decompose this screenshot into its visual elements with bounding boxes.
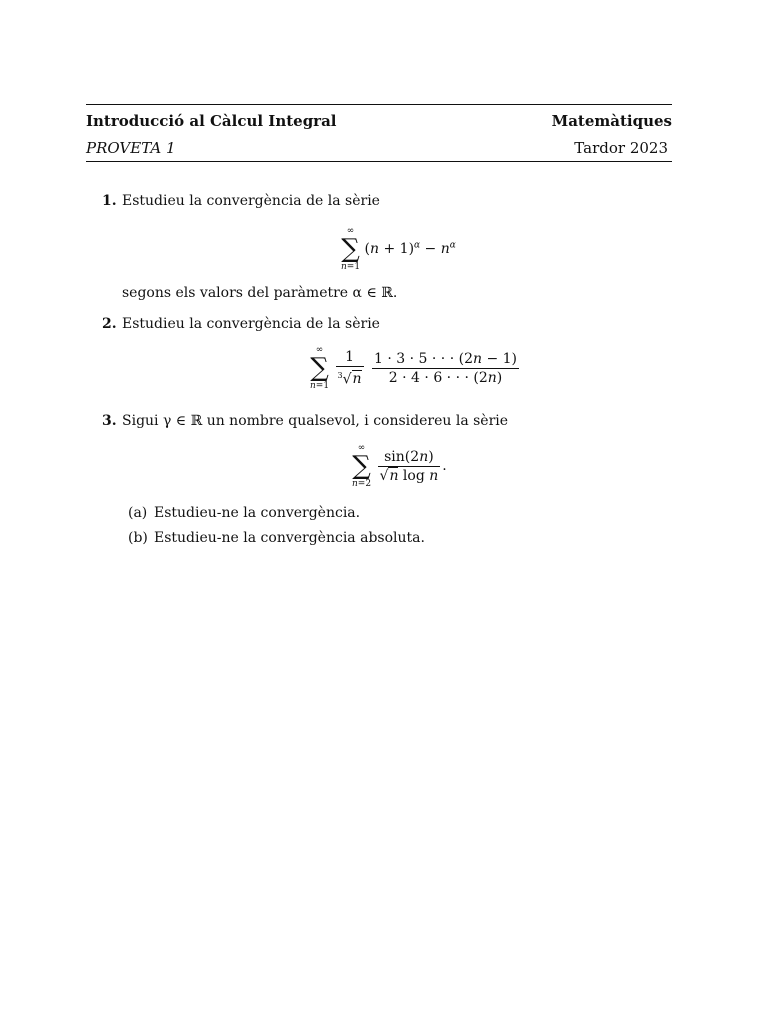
problem-2-formula <box>310 345 521 391</box>
problem-number: 2. <box>102 316 117 332</box>
problem-1-after-text: segons els valors del paràmetre α ∈ ℝ. <box>122 285 398 301</box>
summation: ∞ ∑ n=1 <box>310 345 330 391</box>
department-label: Matemàtiques <box>551 112 672 130</box>
part-label: (b) <box>128 530 148 546</box>
problem-1-formula: ∞ ∑ n=1 $(n + 1)^\alpha - n^\alpha$ <box>341 226 456 272</box>
problem-text: Estudieu la convergència de la sèrie <box>122 193 380 209</box>
problem-3-part-a <box>128 505 360 521</box>
problem-text: Estudieu la convergència de la sèrie <box>122 316 380 332</box>
problem-2 <box>102 316 380 332</box>
problem-3-part-b <box>128 530 425 546</box>
term-label: Tardor 2023 <box>574 139 668 157</box>
fraction-product: $\frac{1 \cdot 3 \cdot 5 \cdot \cdot \cdot (2n - 1)}{2 \cdot 4 \cdot 6 \cdot \cdot \cdot (2n)}$ <box>374 350 518 386</box>
problem-3 <box>102 413 508 429</box>
summation: ∞ ∑ n=1 <box>341 226 361 272</box>
part-text: Estudieu-ne la convergència. <box>154 505 361 521</box>
problem-1 <box>102 193 380 209</box>
header-top-rule <box>86 104 672 105</box>
problem-text: Sigui γ ∈ ℝ un nombre qualsevol, i considereu la sèrie <box>122 413 509 429</box>
fraction-sine: $\frac{\sin(2n)}{\text{√n log n}}$ <box>379 448 439 484</box>
summation: ∞ ∑ n=2 <box>352 443 372 489</box>
header-bottom-rule <box>86 161 672 162</box>
course-title: Introducció al Càlcul Integral <box>86 112 337 130</box>
exam-name: PROVETA 1 <box>86 139 176 157</box>
part-text: Estudieu-ne la convergència absoluta. <box>154 530 425 546</box>
problem-number: 3. <box>102 413 117 429</box>
problem-3-formula: ∞ ∑ n=2 $\frac{\sin(2n)}{\text{√n log n}}$ . <box>352 443 447 489</box>
problem-number: 1. <box>102 193 117 209</box>
fraction-cube-root: $\frac{1}{^3√n}$ <box>337 348 362 388</box>
part-label: (a) <box>128 505 148 521</box>
